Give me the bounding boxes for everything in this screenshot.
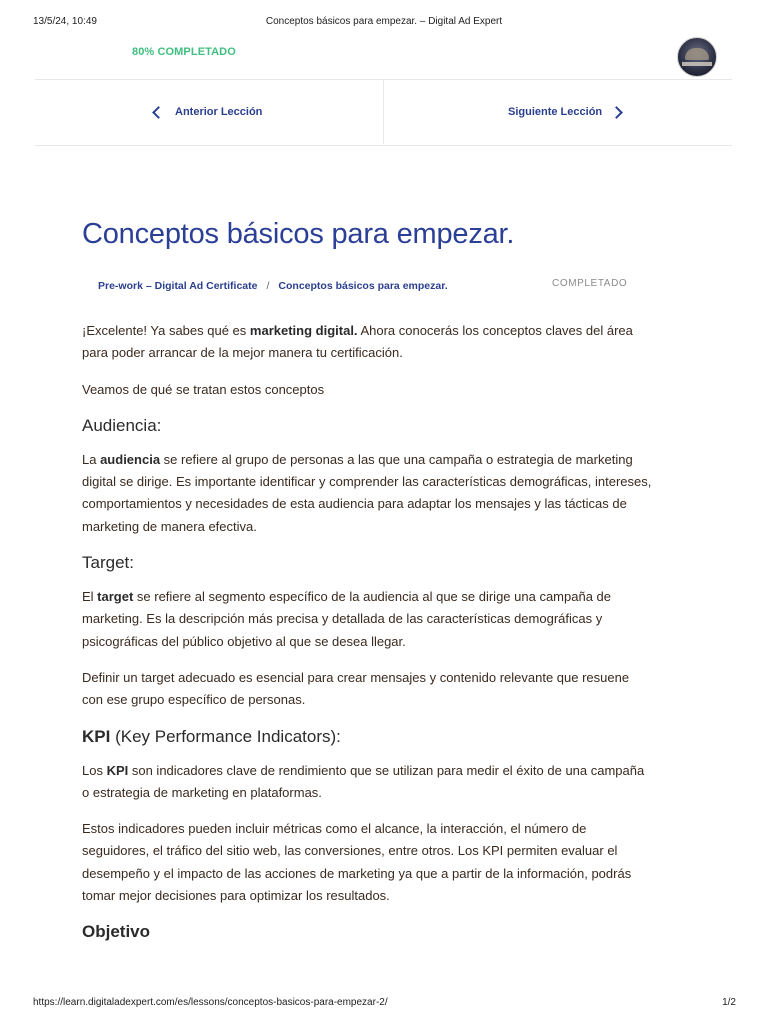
kpi-text: Los bbox=[82, 762, 107, 778]
next-lesson-label: Siguiente Lección bbox=[508, 106, 603, 118]
next-lesson-button[interactable] bbox=[508, 103, 621, 121]
audiencia-text-rest: se refiere al grupo de personas a las que una campaña o estrategia de marketing digital se dirige. Es importante identificar y comprender las características demográficas, intereses, comportamientos y necesidades de esta audiencia para adaptar los mensajes y las tácticas de marketing de manera efectiva. bbox=[82, 451, 652, 534]
page-title: Conceptos básicos para empezar. bbox=[82, 218, 515, 250]
print-date: 13/5/24, 10:49 bbox=[33, 16, 97, 27]
kpi-paragraph-1 bbox=[82, 760, 652, 805]
chevron-left-icon bbox=[152, 106, 165, 119]
objetivo-heading-text: Objetivo bbox=[82, 922, 151, 942]
print-header bbox=[0, 16, 768, 30]
avatar-image-base bbox=[682, 62, 712, 66]
nav-divider bbox=[383, 80, 384, 144]
target-text-rest: se refiere al segmento específico de la audiencia al que se dirige una campaña de marketing. Es la descripción más precisa y detallada de las características demográficas y psicográficas del público objetivo al que se desea llegar. bbox=[82, 589, 611, 649]
avatar[interactable] bbox=[677, 37, 717, 77]
print-page-number: 1/2 bbox=[722, 997, 736, 1008]
target-keyword: target bbox=[97, 589, 134, 605]
print-doc-title: Conceptos básicos para empezar. – Digital Ad Expert bbox=[265, 16, 503, 27]
kpi-heading-rest: (Key Performance Indicators): bbox=[110, 726, 341, 746]
audiencia-text: La bbox=[82, 451, 101, 467]
kpi-heading bbox=[82, 726, 652, 748]
kpi-text-rest: son indicadores clave de rendimiento que se utilizan para medir el éxito de una campaña o estrategia de marketing en plataformas. bbox=[82, 762, 645, 800]
chevron-right-icon bbox=[610, 106, 623, 119]
print-url: https://learn.digitaladexpert.com/es/lessons/conceptos-basicos-para-empezar-2/ bbox=[33, 997, 388, 1008]
intro-paragraph-2: Veamos de qué se tratan estos conceptos bbox=[82, 381, 325, 397]
kpi-heading-keyword: KPI bbox=[82, 726, 111, 746]
previous-lesson-label: Anterior Lección bbox=[175, 106, 263, 118]
progress-label: 80% COMPLETADO bbox=[132, 46, 236, 58]
breadcrumb-lesson-link[interactable]: Conceptos básicos para empezar. bbox=[278, 280, 448, 292]
status-badge: COMPLETADO bbox=[552, 278, 628, 289]
kpi-keyword: KPI bbox=[106, 762, 129, 778]
intro-text: ¡Excelente! Ya sabes qué es bbox=[82, 323, 250, 338]
intro-keyword: marketing digital. bbox=[249, 323, 358, 338]
print-footer bbox=[0, 997, 768, 1011]
breadcrumb bbox=[98, 280, 448, 292]
intro-text-rest: Ahora conocerás los conceptos claves del área para poder arrancar de la mejor manera tu certificación. bbox=[82, 323, 633, 361]
target-paragraph-2: Definir un target adecuado es esencial para crear mensajes y contenido relevante que resuene con ese grupo específico de personas. bbox=[82, 669, 630, 708]
avatar-image-detail bbox=[685, 48, 709, 60]
nav-bottom-divider bbox=[35, 145, 732, 146]
target-paragraph-1 bbox=[82, 586, 652, 653]
audiencia-keyword: audiencia bbox=[100, 451, 161, 467]
objetivo-heading bbox=[82, 921, 652, 943]
audiencia-paragraph bbox=[82, 449, 652, 538]
lesson-content bbox=[82, 320, 652, 955]
breadcrumb-separator: / bbox=[266, 280, 270, 292]
target-heading: Target: bbox=[82, 553, 134, 573]
target-text: El bbox=[82, 589, 98, 605]
previous-lesson-button[interactable] bbox=[150, 103, 262, 121]
audiencia-heading: Audiencia: bbox=[82, 415, 162, 435]
breadcrumb-course-link[interactable]: Pre-work – Digital Ad Certificate bbox=[98, 280, 258, 292]
kpi-paragraph-2: Estos indicadores pueden incluir métricas como el alcance, la interacción, el número de seguidores, el tráfico del sitio web, las conversiones, entre otros. Los KPI permiten evaluar el desempeño y el impacto de las acciones de marketing ya que a partir de la información, podrás tomar mejor decisiones para optimizar los resultados. bbox=[82, 821, 632, 904]
intro-paragraph bbox=[82, 320, 652, 365]
